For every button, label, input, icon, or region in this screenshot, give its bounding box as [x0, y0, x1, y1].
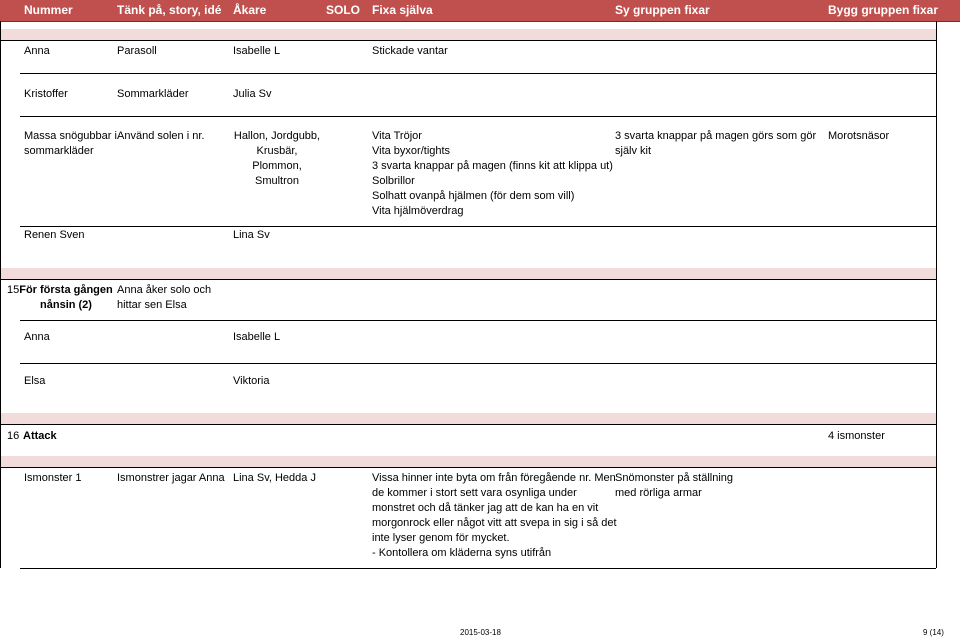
row-c-name: Massa snögubbar i sommarkläder: [24, 130, 117, 157]
row-g-sy: Snömonster på ställning med rörliga armar: [615, 472, 734, 499]
grid-line: [0, 279, 936, 280]
header-solo: SOLO: [326, 3, 361, 17]
row-b-name: Kristoffer: [24, 88, 68, 100]
header-sy-gruppen: Sy gruppen fixar: [615, 3, 710, 17]
section-note: 4 ismonster: [828, 430, 885, 442]
row-c-bygg: Morotsnäsor: [828, 130, 890, 142]
table-header: [0, 0, 960, 22]
row-c-sy: 3 svarta knappar på magen görs som gör själv kit: [615, 130, 817, 157]
grid-line: [0, 424, 936, 425]
header-nummer: Nummer: [24, 3, 73, 17]
section-title: För första gången nånsin (2): [19, 284, 113, 311]
row-b-story: Sommarkläder: [117, 88, 189, 100]
row-g-name: Ismonster 1: [24, 472, 82, 484]
separator-row: [0, 268, 936, 279]
row-c-story: Använd solen i nr.: [117, 130, 205, 142]
grid-line: [20, 226, 936, 227]
row-g-story: Ismonstrer jagar Anna: [117, 472, 225, 484]
row-a-name: Anna: [24, 45, 50, 57]
grid-line: [20, 73, 936, 74]
grid-line: [0, 40, 936, 41]
grid-line: [0, 21, 1, 568]
row-c-skaters: Hallon, Jordgubb, Krusbär, Plommon, Smultron: [233, 130, 321, 187]
header-akare: Åkare: [233, 3, 267, 17]
section-number: 16: [7, 430, 20, 442]
row-a-fixa: Stickade vantar: [372, 45, 448, 57]
row-d-skater: Lina Sv: [233, 229, 270, 241]
header-fixa-sjalva: Fixa själva: [372, 3, 433, 17]
section-story: Anna åker solo och hittar sen Elsa: [117, 284, 212, 311]
section-title: Attack: [23, 430, 57, 442]
grid-line: [20, 320, 936, 321]
separator-row: [0, 456, 936, 467]
grid-line: [20, 568, 936, 569]
section-number: 15: [7, 284, 20, 296]
separator-row: [0, 413, 936, 424]
row-f-skater: Viktoria: [233, 375, 270, 387]
footer-page: 9 (14): [923, 628, 944, 637]
row-g-skaters: Lina Sv, Hedda J: [233, 472, 316, 484]
grid-line: [0, 467, 936, 468]
header-story: Tänk på, story, idé: [117, 3, 222, 17]
row-f-name: Elsa: [24, 375, 46, 387]
row-a-skater: Isabelle L: [233, 45, 281, 57]
separator-row: [0, 29, 936, 40]
grid-line: [20, 363, 936, 364]
row-a-story: Parasoll: [117, 45, 157, 57]
row-b-skater: Julia Sv: [233, 88, 272, 100]
row-c-fixa: Vita Tröjor Vita byxor/tights 3 svarta knappar på magen (finns kit att klippa ut) Solbrillor Solhatt ovanpå hjälmen (för dem som vill) Vita hjälmöverdrag: [372, 130, 613, 217]
footer-date: 2015-03-18: [460, 628, 501, 637]
grid-line: [20, 116, 936, 117]
row-g-fixa: Vissa hinner inte byta om från föregående nr. Men de kommer i stort sett vara osynliga under monstret och då tänker jag att de kan ha en vit morgonrock eller något vitt att svepa in sig i så det inte lyser genom för mycket. - Kontollera om kläderna syns utifrån: [372, 472, 617, 559]
row-e-name: Anna: [24, 331, 50, 343]
header-bygg-gruppen: Bygg gruppen fixar: [828, 3, 939, 17]
row-e-skater: Isabelle L: [233, 331, 281, 343]
grid-line: [936, 21, 937, 568]
row-d-name: Renen Sven: [24, 229, 85, 241]
